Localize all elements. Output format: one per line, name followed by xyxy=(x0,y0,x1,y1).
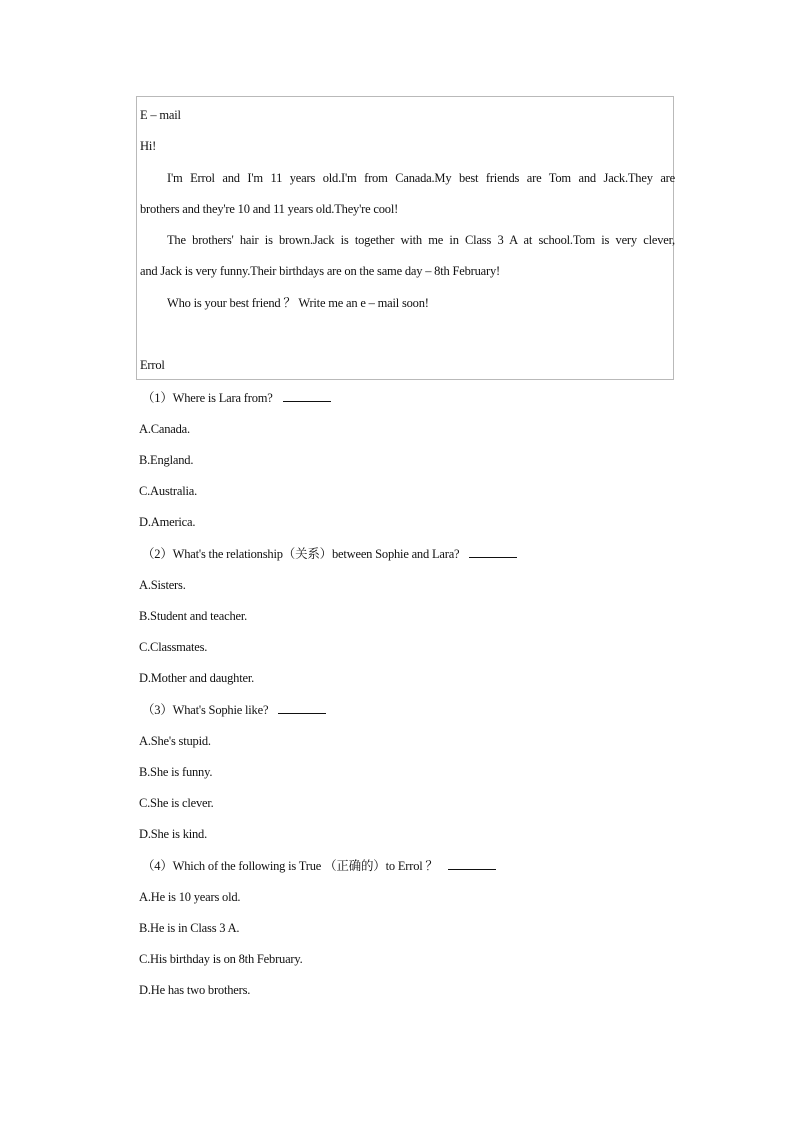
email-paragraph-2-line-2: and Jack is very funny.Their birthdays are on the same day – 8th February! xyxy=(140,264,500,278)
question-2-stem: （2）What's the relationship（关系）between Sophie and Lara? xyxy=(142,546,517,562)
email-signature: Errol xyxy=(140,358,165,372)
question-2-option-a: A.Sisters. xyxy=(139,578,186,592)
question-3-stem: （3）What's Sophie like? xyxy=(142,702,326,718)
answer-blank-1[interactable] xyxy=(283,391,331,402)
email-paragraph-2-line-1: The brothers' hair is brown.Jack is together with me in Class 3 A at school.Tom is very clever, xyxy=(167,233,675,247)
question-2-option-c: C.Classmates. xyxy=(139,640,208,654)
question-3-option-d: D.She is kind. xyxy=(139,827,208,841)
email-paragraph-3: Who is your best friend ？ Write me an e – mail soon! xyxy=(167,296,429,310)
question-2-option-b: B.Student and teacher. xyxy=(139,609,248,623)
answer-blank-4[interactable] xyxy=(448,859,496,870)
question-3-option-c: C.She is clever. xyxy=(139,796,214,810)
question-1-option-b: B.England. xyxy=(139,453,194,467)
question-4-option-c: C.His birthday is on 8th February. xyxy=(139,952,303,966)
email-title: E – mail xyxy=(140,108,181,122)
question-1-option-c: C.Australia. xyxy=(139,484,198,498)
question-4-option-b: B.He is in Class 3 A. xyxy=(139,921,240,935)
question-1-option-a: A.Canada. xyxy=(139,422,190,436)
email-box xyxy=(136,96,674,380)
question-3-option-a: A.She's stupid. xyxy=(139,734,211,748)
question-2-option-d: D.Mother and daughter. xyxy=(139,671,255,685)
question-4-option-a: A.He is 10 years old. xyxy=(139,890,241,904)
question-1-option-d: D.America. xyxy=(139,515,196,529)
question-1-stem: （1）Where is Lara from? xyxy=(142,390,331,406)
question-4-option-d: D.He has two brothers. xyxy=(139,983,251,997)
question-3-option-b: B.She is funny. xyxy=(139,765,213,779)
question-4-stem: （4）Which of the following is True （正确的）to Errol ？ xyxy=(142,858,496,874)
email-paragraph-1-line-2: brothers and they're 10 and 11 years old.They're cool! xyxy=(140,202,399,216)
answer-blank-2[interactable] xyxy=(469,547,517,558)
email-greeting: Hi! xyxy=(140,139,157,153)
answer-blank-3[interactable] xyxy=(278,703,326,714)
email-paragraph-1-line-1: I'm Errol and I'm 11 years old.I'm from Canada.My best friends are Tom and Jack.They are xyxy=(167,171,675,185)
